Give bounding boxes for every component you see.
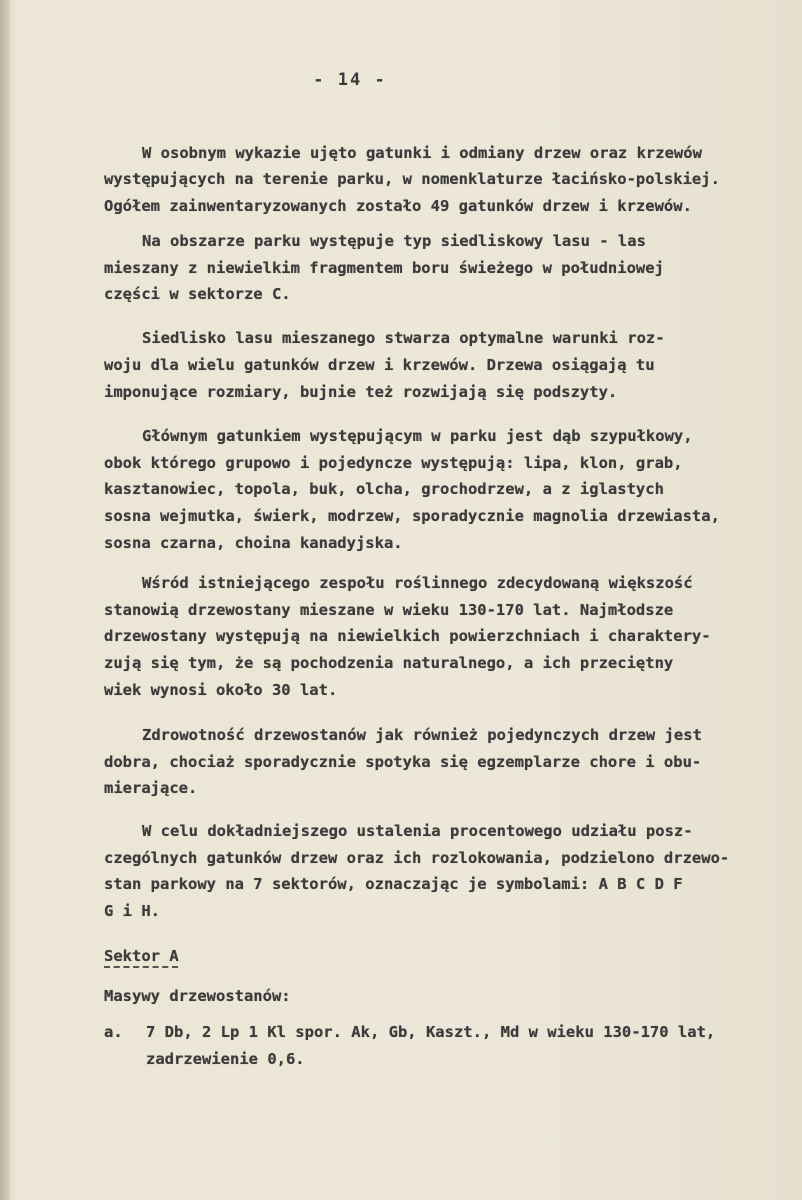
paragraph-2-line-1: Na obszarze parku występuje typ siedliskowy lasu - las — [142, 232, 646, 250]
paragraph-4-line-1: Głównym gatunkiem występującym w parku jest dąb szypułkowy, — [142, 427, 693, 445]
paragraph-5-line-5: wiek wynosi około 30 lat. — [104, 681, 338, 699]
paragraph-7-line-4: G i H. — [104, 902, 160, 920]
paragraph-6-line-1: Zdrowotność drzewostanów jak również pojedynczych drzew jest — [142, 726, 702, 744]
list-item-line-2: zadrzewienie 0,6. — [146, 1050, 305, 1068]
paragraph-4-line-5: sosna czarna, choina kanadyjska. — [104, 534, 403, 552]
masses-label: Masywy drzewostanów: — [104, 987, 291, 1005]
paragraph-2-line-2: mieszany z niewielkim fragmentem boru świeżego w południowej — [104, 259, 664, 277]
paragraph-5-line-4: zują się tym, że są pochodzenia naturalnego, a ich przeciętny — [104, 654, 674, 672]
paragraph-7-line-2: czególnych gatunków drzew oraz ich rozlokowania, podzielono drzewo- — [104, 849, 730, 867]
list-item-line-1: 7 Db, 2 Lp 1 Kl spor. Ak, Gb, Kaszt., Md w wieku 130-170 lat, — [146, 1023, 716, 1041]
paragraph-1-line-1: W osobnym wykazie ujęto gatunki i odmiany drzew oraz krzewów — [142, 144, 702, 162]
paragraph-5-line-1: Wśród istniejącego zespołu roślinnego zdecydowaną większość — [142, 574, 693, 592]
paragraph-2-line-3: części w sektorze C. — [104, 285, 291, 303]
paragraph-4-line-3: kasztanowiec, topola, buk, olcha, grochodrzew, a z iglastych — [104, 480, 664, 498]
paragraph-4-line-2: obok którego grupowo i pojedyncze występują: lipa, klon, grab, — [104, 454, 683, 472]
paragraph-3-line-3: imponujące rozmiary, bujnie też rozwijają się podszyty. — [104, 383, 618, 401]
paragraph-7-line-3: stan parkowy na 7 sektorów, oznaczając je symbolami: A B C D F — [104, 875, 683, 893]
page-number: - 14 - — [313, 70, 387, 90]
list-item-marker: a. — [104, 1023, 123, 1041]
paragraph-3-line-2: woju dla wielu gatunków drzew i krzewów. Drzewa osiągają tu — [104, 356, 655, 374]
paragraph-5-line-3: drzewostany występują na niewielkich powierzchniach i charaktery- — [104, 627, 711, 645]
sector-heading: Sektor A — [104, 947, 179, 965]
paragraph-1-line-3: Ogółem zainwentaryzowanych zostało 49 gatunków drzew i krzewów. — [104, 197, 692, 215]
paragraph-4-line-4: sosna wejmutka, świerk, modrzew, sporadycznie magnolia drzewiasta, — [104, 507, 720, 525]
paragraph-6-line-3: mierające. — [104, 779, 198, 797]
paragraph-6-line-2: dobra, chociaż sporadycznie spotyka się egzemplarze chore i obu- — [104, 753, 702, 771]
paragraph-7-line-1: W celu dokładniejszego ustalenia procentowego udziału posz- — [142, 822, 693, 840]
paragraph-3-line-1: Siedlisko lasu mieszanego stwarza optymalne warunki roz- — [142, 329, 665, 347]
paragraph-1-line-2: występujących na terenie parku, w nomenklaturze łacińsko-polskiej. — [104, 170, 720, 188]
paragraph-5-line-2: stanowią drzewostany mieszane w wieku 130-170 lat. Najmłodsze — [104, 601, 674, 619]
binding-edge — [0, 0, 10, 1200]
